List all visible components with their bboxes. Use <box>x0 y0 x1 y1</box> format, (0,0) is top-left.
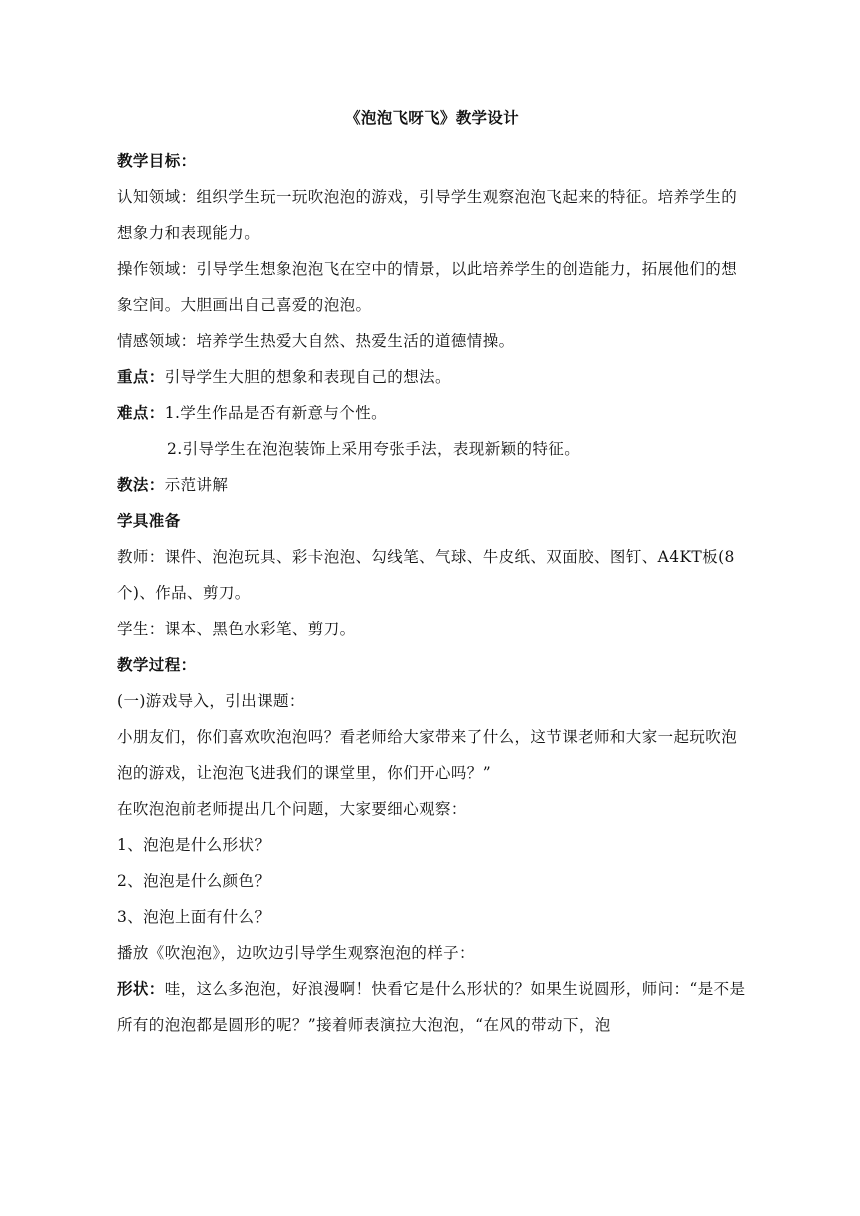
step-one-heading: (一)游戏导入，引出课题： <box>117 692 305 710</box>
question-1: 1、泡泡是什么形状？ <box>117 836 271 854</box>
method-label: 教法： <box>117 475 165 494</box>
key-point-label: 重点： <box>117 367 165 386</box>
key-point <box>117 359 747 395</box>
document-page <box>117 106 747 1043</box>
tools-heading: 学具准备 <box>117 511 181 530</box>
key-point-text: 引导学生大胆的想象和表现自己的想法。 <box>164 368 451 386</box>
shape-label: 形状： <box>117 979 165 998</box>
before-blowing-text: 在吹泡泡前老师提出几个问题，大家要细心观察： <box>117 800 467 818</box>
cognitive-objective: 认知领域：组织学生玩一玩吹泡泡的游戏，引导学生观察泡泡飞起来的特征。培养学生的想象力和表现能力。 <box>117 188 738 242</box>
student-tools: 学生：课本、黑色水彩笔、剪刀。 <box>117 620 356 638</box>
document-title: 《泡泡飞呀飞》教学设计 <box>345 108 519 127</box>
operation-objective: 操作领域：引导学生想象泡泡飞在空中的情景，以此培养学生的创造能力，拓展他们的想象空间。大胆画出自己喜爱的泡泡。 <box>117 260 738 314</box>
difficulty-item-1: 1.学生作品是否有新意与个性。 <box>164 404 387 422</box>
teaching-method <box>117 467 747 503</box>
emotion-objective: 情感领域：培养学生热爱大自然、热爱生活的道德情操。 <box>117 332 515 350</box>
method-text: 示范讲解 <box>164 476 229 494</box>
difficulty-point <box>117 395 747 431</box>
intro-speech: 小朋友们，你们喜欢吹泡泡吗？看老师给大家带来了什么，这节课老师和大家一起玩吹泡泡的游戏，让泡泡飞进我们的课堂里，你们开心吗？” <box>117 728 738 782</box>
difficulty-item-2: 2.引导学生在泡泡装饰上采用夸张手法，表现新颖的特征。 <box>167 440 581 458</box>
process-heading: 教学过程： <box>117 655 197 674</box>
play-song-text: 播放《吹泡泡》，边吹边引导学生观察泡泡的样子： <box>117 944 475 962</box>
shape-paragraph <box>117 971 747 1043</box>
difficulty-label: 难点： <box>117 403 165 422</box>
objectives-heading: 教学目标： <box>117 151 197 170</box>
teacher-tools: 教师：课件、泡泡玩具、彩卡泡泡、勾线笔、气球、牛皮纸、双面胶、图钉、A4KT板(8个)、作品、剪刀。 <box>117 548 735 602</box>
question-3: 3、泡泡上面有什么？ <box>117 908 271 926</box>
question-2: 2、泡泡是什么颜色？ <box>117 872 271 890</box>
shape-text: 哇，这么多泡泡，好浪漫啊！快看它是什么形状的？如果生说圆形，师问：“是不是所有的泡泡都是圆形的呢？”接着师表演拉大泡泡，“在风的带动下，泡 <box>117 980 746 1034</box>
